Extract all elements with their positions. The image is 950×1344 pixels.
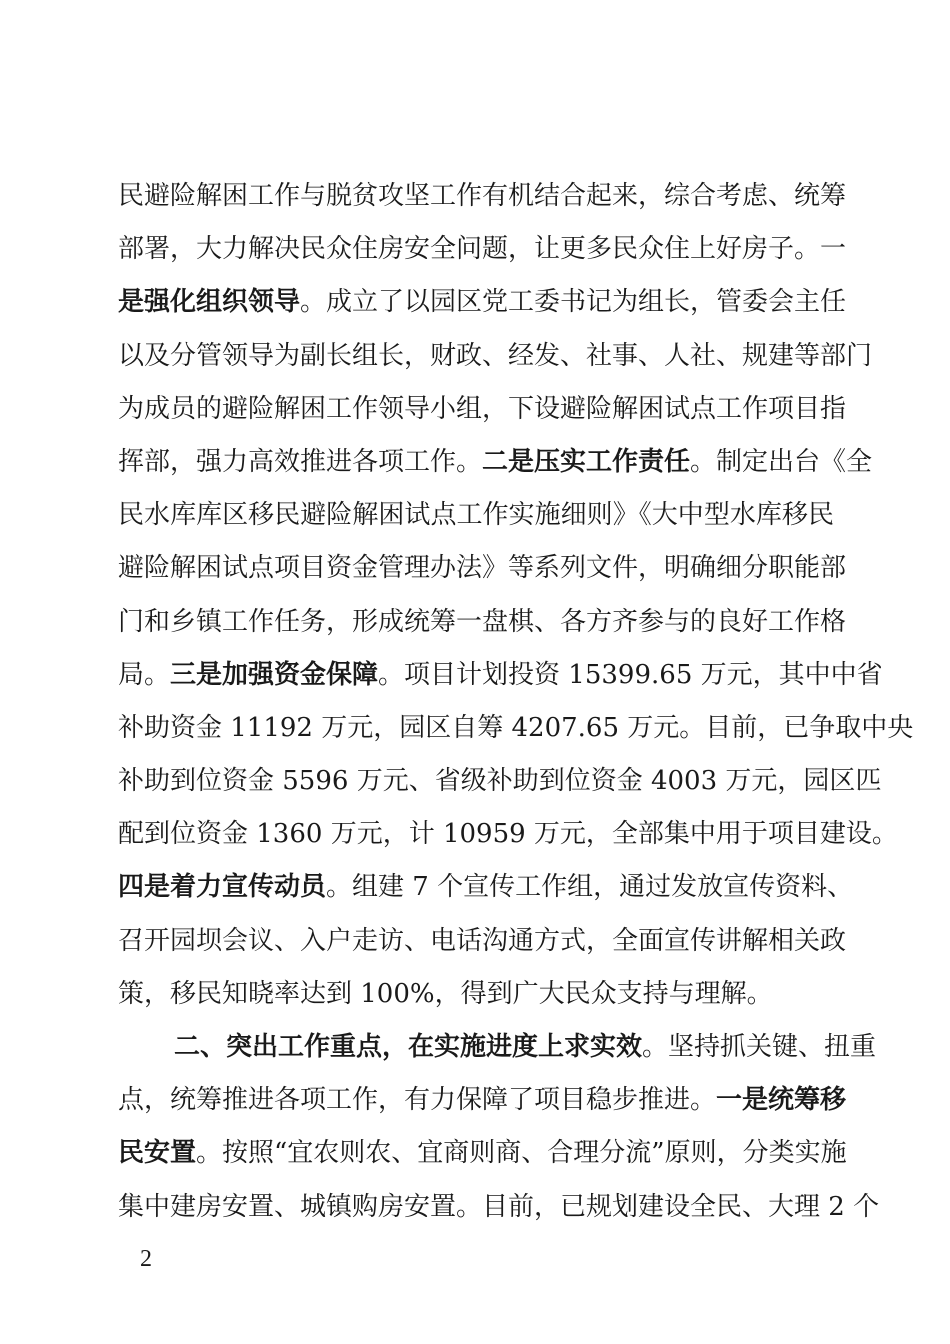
body-text-segment: 集中建房安置、城镇购房安置。目前，已规划建设全民、大理 2 个: [118, 1191, 880, 1222]
text-line: [118, 1074, 847, 1127]
text-line: [118, 436, 873, 489]
text-line: [118, 968, 834, 1021]
body-text-segment: 配到位资金 1360 万元，计 10959 万元，全部集中用于项目建设。: [118, 819, 898, 850]
text-line: [118, 1181, 880, 1234]
body-text-segment: 。坚持抓关键、扭重: [642, 1032, 877, 1062]
text-line: [118, 702, 914, 755]
text-line: [118, 861, 854, 914]
body-text-segment: 挥部，强力高效推进各项工作。: [118, 446, 483, 477]
bold-heading-text: 三是加强资金保障: [170, 659, 379, 690]
text-line: [118, 383, 847, 436]
body-text-segment: 。按照“宜农则农、宜商则商、合理分流”原则，分类实施: [196, 1138, 847, 1169]
body-text-segment: 召开园坝会议、入户走访、电话沟通方式，全面宣传讲解相关政: [118, 925, 847, 956]
body-text-segment: 民水库库区移民避险解困试点工作实施细则》《大中型水库移民: [118, 500, 834, 531]
body-text-segment: 民避险解困工作与脱贫攻坚工作有机结合起来，综合考虑、统筹: [118, 181, 847, 211]
body-text-segment: 门和乡镇工作任务，形成统筹一盘棋、各方齐参与的良好工作格: [118, 606, 847, 637]
text-line: [118, 1127, 847, 1180]
text-line: [118, 649, 883, 702]
body-text-segment: 以及分管领导为副长组长，财政、经发、社事、人社、规建等部门: [118, 340, 873, 371]
text-line: [118, 808, 898, 861]
body-text-segment: 。项目计划投资 15399.65 万元，其中中省: [378, 659, 883, 690]
text-line: [118, 330, 873, 383]
body-text-segment: 策，移民知晓率达到 100%，得到广大民众支持与理解。: [118, 978, 773, 1009]
body-text-segment: 为成员的避险解困工作领导小组，下设避险解困试点工作项目指: [118, 393, 847, 424]
text-line: [118, 223, 847, 276]
text-line: [118, 170, 847, 223]
bold-heading-text: 一是统筹移: [716, 1085, 847, 1116]
body-text-segment: 点，统筹推进各项工作，有力保障了项目稳步推进。: [118, 1085, 717, 1116]
body-text-segment: 局。: [118, 659, 171, 690]
text-line: [118, 489, 834, 542]
text-line: [118, 755, 882, 808]
body-text-segment: 。成立了以园区党工委书记为组长，管委会主任: [300, 287, 847, 318]
bold-heading-text: 是强化组织领导: [118, 287, 301, 318]
text-line: [118, 915, 847, 968]
text-line: [118, 276, 847, 329]
body-text: [118, 170, 914, 1234]
text-line: [118, 1021, 877, 1074]
body-text-segment: 补助资金 11192 万元，园区自筹 4207.65 万元。目前，已争取中央: [118, 712, 914, 743]
body-text-segment: 部署，大力解决民众住房安全问题，让更多民众住上好房子。一: [118, 234, 847, 265]
page-number: 2: [140, 1246, 152, 1272]
bold-heading-text: 二是压实工作责任: [482, 446, 691, 477]
body-text-segment: 。组建 7 个宣传工作组，通过发放宣传资料、: [326, 872, 854, 903]
bold-heading-text: 民安置: [118, 1138, 197, 1169]
bold-heading-text: 二、突出工作重点，在实施进度上求实效: [174, 1032, 643, 1062]
body-text-segment: 补助到位资金 5596 万元、省级补助到位资金 4003 万元，园区匹: [118, 766, 882, 797]
body-text-segment: 。制定出台《全: [690, 446, 873, 477]
text-line: [118, 596, 847, 649]
bold-heading-text: 四是着力宣传动员: [118, 872, 327, 903]
body-text-segment: 避险解困试点项目资金管理办法》等系列文件，明确细分职能部: [118, 553, 847, 584]
text-line: [118, 542, 847, 595]
